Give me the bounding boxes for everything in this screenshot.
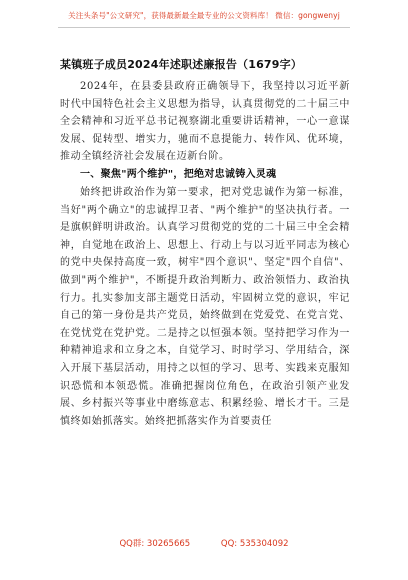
footer-qq-group: QQ群: 30265665: [119, 539, 191, 549]
section-heading-1: 一、聚焦"两个维护"，把绝对忠诚铸入灵魂: [80, 168, 277, 180]
document-body: [60, 78, 350, 430]
intro-paragraph: 2024年，在县委县政府正确领导下，我坚持以习近平新时代中国特色社会主义思想为指导，认真贯彻党的二十届三中全会精神和习近平总书记视察湖北重要讲话精神，一心一意谋发展、促转型、增实力，驰而不息提能力、转作风、优环境，推动全镇经济社会发展在迈新台阶。: [60, 81, 350, 163]
document-title: 某镇班子成员2024年述职述廉报告（1679字）: [60, 58, 303, 71]
footer-qq: QQ: 535304092: [220, 539, 289, 549]
header-divider: [58, 27, 350, 28]
header-promo-note: 关注头条号"公文研究"，获得最新最全最专业的公文资料库！ 微信：gongwenyj: [68, 11, 340, 20]
section-1-body: 始终把讲政治作为第一要求，把对党忠诚作为第一标准，当好"两个确立"的忠诚捍卫者、"两个维护"的坚决执行者。一是旗帜鲜明讲政治。认真学习贯彻党的党的二十届三中全会精神，自觉地在政治上、思想上、行动上与以习近平同志为核心的党中央保持高度一致，树牢"四个意识"、坚定"四个自信"、做到"两个维护"，不断提升政治判断力、政治领悟力、政治执行力。扎实参加支部主题党日活动，牢固树立党的意识，牢记自己的第一身份是共产党员，始终做到在党爱党、在党言党、在党忧党在党护党。二是持之以恒强本领。坚持把学习作为一种精神追求和立身之本，自觉学习、时时学习、学用结合，深入开展下基层活动，用持之以恒的学习、思考、实践来克服知识恐慌和本领恐慌。准确把握岗位角色，在政治引领产业发展、乡村振兴等事业中磨练意志、积累经验、增长才干。三是慎终如始抓落实。始终把抓落实作为首要责任: [60, 186, 350, 427]
footer-contact: [0, 537, 408, 549]
